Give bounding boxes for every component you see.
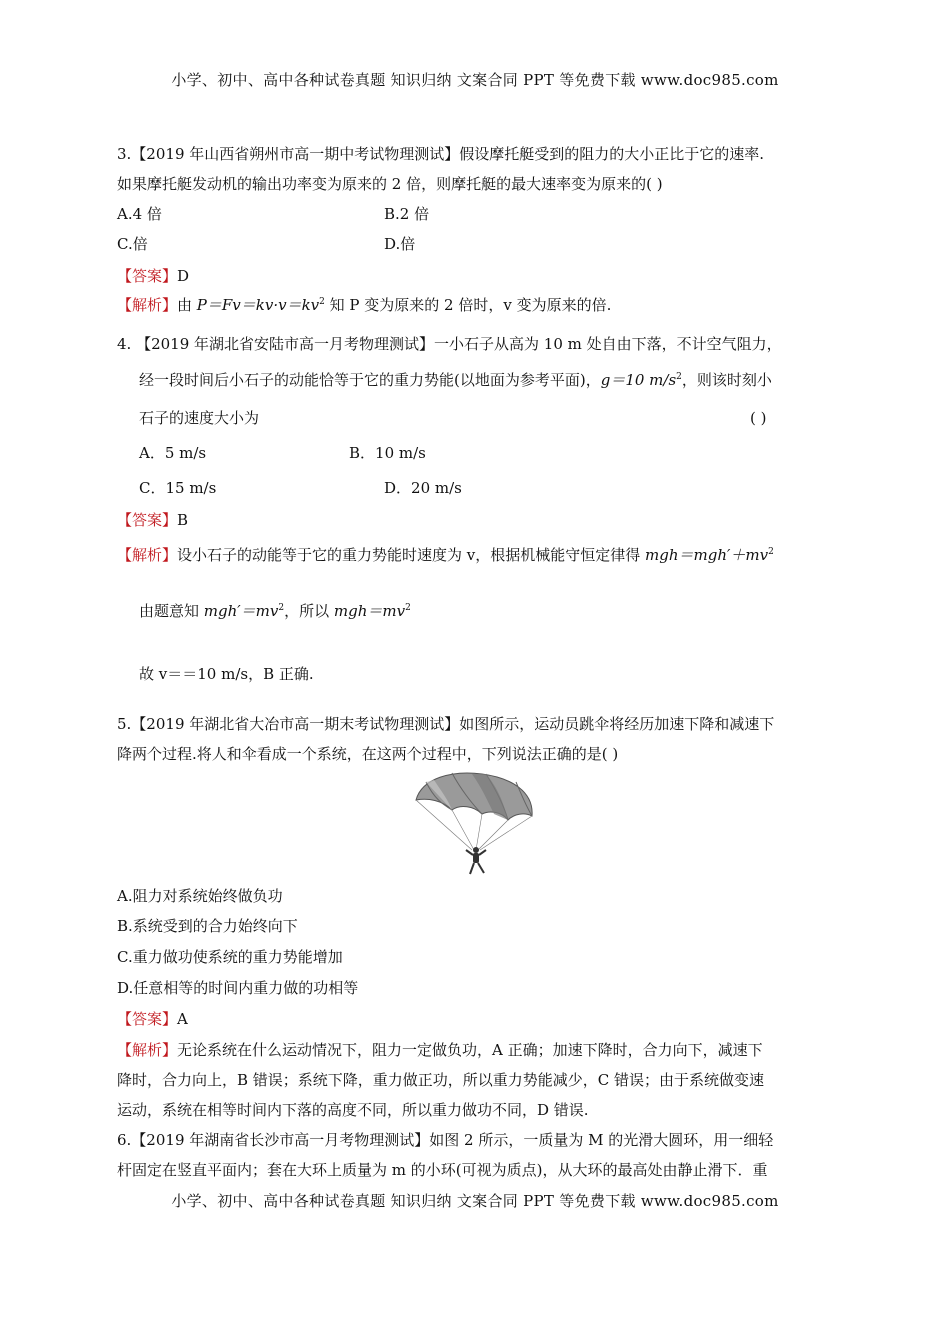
- q4-analysis2-sup2: 2: [405, 603, 411, 613]
- q5-option-c: C.重力做功使系统的重力势能增加: [117, 948, 343, 966]
- q3-option-d: D.倍: [384, 235, 416, 253]
- q5-answer-value: A: [177, 1010, 188, 1028]
- q4-analysis2-mid: ，所以: [284, 602, 334, 620]
- analysis-tag: 【解析】: [117, 296, 178, 314]
- q4-stem-line-2a: 经一段时间后小石子的动能恰等于它的重力势能(以地面为参考平面)，: [139, 371, 601, 389]
- q3-analysis-formula: P＝Fv＝kv·v＝kv: [196, 296, 320, 314]
- q4-stem-line-3: 石子的速度大小为: [139, 409, 260, 427]
- answer-tag: 【答案】: [117, 267, 178, 285]
- answer-tag: 【答案】: [117, 511, 178, 529]
- q6-stem-line-1: 6.【2019 年湖南省长沙市高一月考物理测试】如图 2 所示，一质量为 M 的光滑大圆环，用一细轻: [117, 1131, 774, 1149]
- q4-analysis-line-1: [117, 544, 774, 566]
- answer-tag: 【答案】: [117, 1010, 178, 1028]
- q5-analysis-line-1: [117, 1039, 763, 1061]
- q4-answer: [117, 509, 188, 531]
- q5-option-b: B.系统受到的合力始终向下: [117, 917, 298, 935]
- q3-analysis-sup: 2: [319, 297, 325, 307]
- parachute-figure: [412, 770, 538, 878]
- q4-stem-line-2c: ，则该时刻小: [681, 371, 772, 389]
- q5-analysis1: 无论系统在什么运动情况下，阻力一定做负功，A 正确；加速下降时，合力向下，减速下: [177, 1041, 763, 1059]
- q4-stem-g: g＝10 m/s: [600, 371, 677, 389]
- q3-answer: [117, 265, 189, 287]
- q4-analysis2-formula: mgh′＝mv: [203, 602, 279, 620]
- q4-answer-value: B: [177, 511, 189, 529]
- q3-stem-line-1: 3.【2019 年山西省朔州市高一期中考试物理测试】假设摩托艇受到的阻力的大小正比于它的速率.: [117, 145, 765, 163]
- analysis-tag: 【解析】: [117, 546, 178, 564]
- q4-stem-sup: 2: [676, 372, 682, 382]
- q3-option-c: C.倍: [117, 235, 148, 253]
- q4-analysis2-formula2: mgh＝mv: [333, 602, 406, 620]
- q5-option-a: A.阻力对系统始终做负功: [117, 887, 283, 905]
- q3-analysis-post: 知 P 变为原来的 2 倍时，v 变为原来的倍.: [324, 296, 612, 314]
- page-footer: 小学、初中、高中各种试卷真题 知识归纳 文案合同 PPT 等免费下载 www.doc985.com: [171, 1192, 779, 1210]
- q3-analysis-pre: 由: [177, 296, 197, 314]
- q5-stem-line-1: 5.【2019 年湖北省大冶市高一期末考试物理测试】如图所示，运动员跳伞将经历加速下降和减速下: [117, 715, 775, 733]
- q4-analysis1-pre: 设小石子的动能等于它的重力势能时速度为 v，根据机械能守恒定律得: [177, 546, 646, 564]
- q4-analysis1-sup: 2: [768, 547, 774, 557]
- q4-analysis1-formula: mgh＝mgh′＋mv: [645, 546, 769, 564]
- q4-option-c: C．15 m/s: [139, 479, 217, 497]
- q3-option-b: B.2 倍: [384, 205, 430, 223]
- q4-analysis2-sup: 2: [278, 603, 285, 613]
- q6-stem-line-2: 杆固定在竖直平面内；套在大环上质量为 m 的小环(可视为质点)，从大环的最高处由静止滑下．重: [117, 1161, 768, 1179]
- q4-stem-line-2: [139, 369, 772, 391]
- q4-analysis-line-2: [139, 600, 411, 622]
- q4-answer-paren: ( ): [750, 409, 767, 427]
- q3-stem-line-2: 如果摩托艇发动机的输出功率变为原来的 2 倍，则摩托艇的最大速率变为原来的( ): [117, 175, 663, 193]
- q4-analysis2-pre: 由题意知: [139, 602, 204, 620]
- analysis-tag: 【解析】: [117, 1041, 178, 1059]
- q5-stem-line-2: 降两个过程.将人和伞看成一个系统，在这两个过程中，下列说法正确的是( ): [117, 745, 619, 763]
- parachute-canopy: [416, 773, 532, 820]
- q4-stem-line-1: 4. 【2019 年湖北省安陆市高一月考物理测试】一小石子从高为 10 m 处自由下落，不计空气阻力，: [117, 335, 782, 353]
- q5-option-d: D.任意相等的时间内重力做的功相等: [117, 979, 359, 997]
- q4-option-a: A．5 m/s: [139, 444, 207, 462]
- q3-answer-value: D: [177, 267, 190, 285]
- page-header: 小学、初中、高中各种试卷真题 知识归纳 文案合同 PPT 等免费下载 www.doc985.com: [171, 71, 779, 89]
- q5-analysis-line-2: 降时，合力向上，B 错误；系统下降，重力做正功，所以重力势能减少，C 错误；由于系统做变速: [117, 1071, 765, 1089]
- skydiver: [466, 847, 486, 874]
- q4-option-d: D．20 m/s: [384, 479, 462, 497]
- q4-option-b: B．10 m/s: [349, 444, 426, 462]
- q5-analysis-line-3: 运动，系统在相等时间内下落的高度不同，所以重力做功不同，D 错误.: [117, 1101, 589, 1119]
- q3-option-a: A.4 倍: [117, 205, 162, 223]
- q3-analysis: [117, 294, 611, 316]
- q4-analysis-line-3: 故 v＝＝10 m/s，B 正确.: [139, 665, 314, 683]
- q5-answer: [117, 1008, 188, 1030]
